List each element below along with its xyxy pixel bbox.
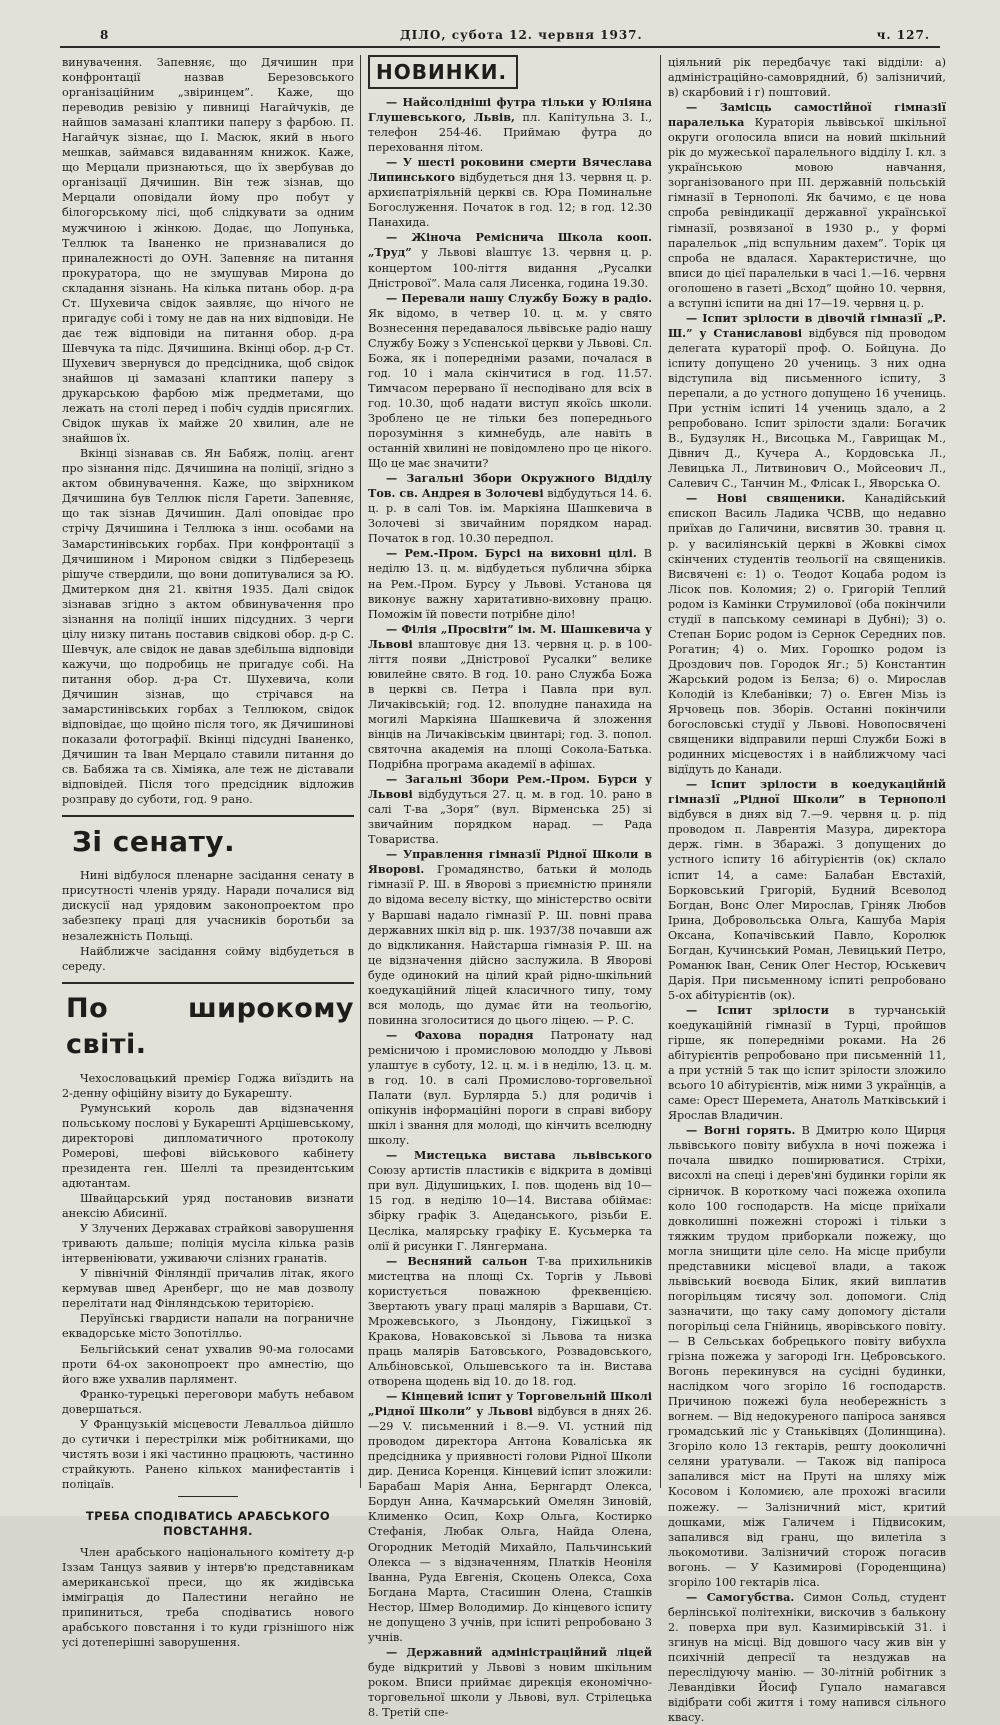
column-divider-1 — [360, 55, 361, 1488]
column-divider-2 — [660, 55, 661, 1488]
world-news-item: У Злучених Державах страйкові заворушення тривають дальше; поліція мусіла кілька разів інтервеніювати, уживаючи слізних гранатів. — [62, 1222, 354, 1266]
news-item-head: — Загальні Збори Окружного Відділу Тов. св. Андрея в Золочеві — [368, 471, 652, 501]
news-item-head: — Нові священики. — [686, 491, 846, 506]
world-news-item: Бельгійський сенат ухвалив 90-ма голосами проти 64-ох законопроект про амнестію, що його вже ухвалив парлямент. — [62, 1342, 354, 1386]
short-rule — [178, 1496, 238, 1497]
world-news-heading: По широкому світі. — [66, 992, 354, 1060]
section-rule — [62, 982, 354, 985]
news-item-head: — Філія „Просвіти” ім. М. Шашкевича у Львові — [368, 621, 652, 651]
news-item-body: відбудуться 14. 6. ц. р. в салі Тов. ім. Маркіяна Шашкевича в Золочеві зі звичайним порядком нарад. Початок в год. 10.30 передпол. — [368, 487, 652, 546]
news-item-head: — Іспит зрілости в коедукаційній гімназії „Рідної Школи” в Тернополі — [668, 777, 946, 807]
column-left — [62, 55, 354, 1650]
world-news-item: Румунський король дав відзначення польському послові у Букарешті Арцішевському, директорові дипломатичного протоколу Ромерові, шефові військового кабінету президента ген. Шеллі та президентським адютантам. — [62, 1101, 354, 1190]
news-item — [668, 1590, 946, 1725]
news-item-head: — Самогубства. — [686, 1589, 795, 1604]
news-item-body: Союзу артистів пластиків є відкрита в домівці при вул. Дідушицьких, І. пов. щодень від 10—15 год. в неділю 10—14. Виставa обіймає: збірку графік З. Ацеданського, різьби Е. Цесліка, малярську графіку Е. Кусьмерка та олії й рисунки Г. Лянгермана. — [368, 1164, 652, 1253]
news-item-body: пл. Капітульна 3. І., телефон 254-46. Приймаю футра до переховання літом. — [368, 111, 653, 155]
news-item-body: Патронату над ремісничою і промисловою молоддю у Львові улаштує в суботу, 12. ц. м. і в неділю, 13. ц. м. в год. 10. в салі Промислово-торговельної Палати (вул. Бурлярда 5.) для родичів і опікунів інформаційні пороги в справі вибору шкіл і звання для молоді, що кінчить вселюдну школу. — [368, 1028, 652, 1148]
senate-paragraph: Найближче засідання сойму відбудеться в середу. — [62, 944, 354, 973]
news-item — [368, 1645, 652, 1720]
news-item-head: — Жіноча Ремісничa Школа коoп. „Труд” — [368, 230, 652, 260]
trial-report-paragraph: винувачення. Запевняє, що Дячишин при конфронтації назвав Березовського організаційним „звіринцем”. Каже, що переводив ревізію у пивниці Нагайчуків, де найшов замазані клаптики паперу з фарбою. П. Нагайчук зізнає, що І. Масюк, який в нього мешкав, займався видаванням книжок. Каже, що Мерцали признаються, що їх звербував до організації Дячишин. Він теж зізнав, що Мерцали оповідали йому про побут у білогорському лісі, щоб слідкувати за одним мужчиною і жінкою. Додає, що Лопунька, Теллюк та Іваненко не признавалися до приналежності до ОУН. Запевняє на питання прокуратора, що не змушував Мирона до складання зізнань. На кілька питань обор. д-ра Ст. Шухевича свідок заявляє, що нічого не пригадує собі і тому не дав на них відповіди. Не дає теж відповіди на питання обор. д-ра Шевчука та підс. Дячишина. Вкінці обор. д-р Ст. Шухевич звернувся до предсідника, щоб свідок знайшов ці замазані клаптики паперу з друкарською фарбою між предметами, що лежать на столі перед і побіч суддів присяглих. Свідок шукав їх майже 20 хвилин, але не знайшов їх. — [62, 56, 354, 446]
news-item — [368, 291, 652, 472]
column-middle — [368, 55, 653, 1720]
news-item-body: В Дмитрю коло Щирця львівського повіту вибухла в ночі пожежа і почала швидко поширюватися. Стріхи, висохлі на спеці і дерев'яні будинки горіли як сірничок. В короткому часі пожежа охопила коло 100 господарств. На місце приїхали довколишні пожежні сторожі і тільки з тяжким трудом приборкали пожежу, що могла знищити ціле село. На місце прибули представники місцевої влади, а також львівський воєвода Білик, який виплатив погорільцям тисячу зол. допомоги. Слід зазначити, що таку саму допомогу дістали погорільці села Гнійниць, яворівського повіту. — В Сельськах бобрецького повіту вибухла грізна пожежа у загороді Ігн. Цебровського. Вогонь перекинувся на сусідні будинки, наслідком чого згоріло 16 господарств. Причиною пожежі була необережність з вогнем. — Від недокуреного папіроса занявся громадський ліс у Станьківцях (Долинщина). Згоріло коло 13 гектарів, решту дооколичні селяни уратували. — Також від папіроса запалився міст на Пруті на шляху між Косовом і Коломиєю, але прохожі вгасили пожежу. — Залізничний міст, критий дошками, між Галичем і Підвисоким, запалився від гранu, що вилетіла з льокомотиви. Залізничий сторож погасив вогонь. — У Казимирові (Городенщина) згоріло 100 гектарів ліса. — [668, 1124, 946, 1589]
arab-uprising-heading: ТРЕБА СПОДІВАТИСЬ АРАБСЬКОГО ПОВСТАННЯ. — [85, 1508, 331, 1538]
world-news-item: Чехословацький премієр Годжа виїздить на 2-денну офіційну візиту до Букарешту. — [62, 1071, 354, 1100]
news-item-body: Т-ва прихильників мистецтва на площі Сх. Торгів у Львові користується поважною фреквенцією. Звертають увагу праці малярів з Варшави, Ст. Мрожевського, з Льондону, Гіжицької з Кракова, Новаковської зі Львова та низка праць малярів Батовського, Розвадовського, Альбіновської, Ольшевського та ін. Виставa отворена щодень від 10. до 18. год. — [368, 1254, 653, 1388]
news-item — [368, 847, 652, 1028]
masthead — [60, 26, 940, 46]
news-item — [368, 622, 652, 772]
news-item-body: відбувся під проводом делегата кураторії проф. О. Бойцуна. До іспиту допущено 20 учениць. З них одна відступила від письменного іспиту, 3 перепали, а до устного допущено 16 учениць. При устнім іспиті 14 учениць здало, а 2 репробовано. Іспит зрілости здали: Богачик В., Будзуляк Н., Висоцька М., Гаврищак М., Дівнич Д., Кучера А., Кордовська Л., Левицька Л., Литвинович О., Мойсеович Л., Салевич С., Танчин М., Флісак І., Яворська О. — [668, 326, 947, 491]
news-item — [368, 155, 652, 230]
news-item-head: — Перевали нашу Службу Божу в радіо. — [386, 290, 652, 305]
news-item-head: — Мистецька виставa львівського — [386, 1148, 652, 1163]
news-item-body: відбудеться дня 13. червня ц. р. архиєпатріяльній церкві св. Юра Поминальне Богослуження. Початок в год. 12; в год. 12.30 Панахида. — [368, 171, 652, 230]
news-item-body: в турчанській коедукаційній гімназії в Турці, пройшов гірше, як попередніми роками. На 26 абітурієнтів репробовано при письменній 11, а при устній 5 так що іспит зрілости зложило всього 10 абітурієнтів, між ними 3 українців, а саме: Орест Шеремета, Анатоль Матківський і Ярослав Владичин. — [668, 1003, 946, 1123]
news-item-head: — Вогні горять. — [686, 1123, 796, 1138]
trial-report-paragraph: Вкінці зізнавав св. Ян Бабяж, поліц. агент про зізнання підс. Дячишина на поліції, згідно з актом обвинувачення. Каже, що звірхником Дячишина був Теллюк після Гарети. Запевняє, що так зізнав Дячишин. Далі оповідає про стрічу Дячишина і Теллюка з інш. особами на Замарстинівських горбах. При конфронтації з Дячишином і Мироном свідки з Підберезець рішуче ствердили, що вони допитувалися за Ю. Дмитерком дня 21. квітня 1935. Далі свідок зізнавав згідно з актом обвинувачення про зізнання на поліції інших підсудних. З черги цілу низку питань поставив свідкові обор. д-р С. Шевчук, але свідок не давав здебільша відповіди кажучи, що подробиць не пригадує собі. На питання обор. д-ра Ст. Шухевича, коли Дячишин зізнав, що стрічався на замарстинівських горбах з Теллюком, свідок відповідає, що щойно після того, як Дячишинові показали фотографії. Вкінці підсудні Іваненко, Дячишин та Іван Мерцало ставили питання до св. Бабяжа та св. Хіміяка, але теж не діставали відповідей. Після того предсідник відложив розправу до суботи, год. 9 рано. — [62, 447, 354, 807]
news-item-body: Канадійський єпископ Василь Ладика ЧСВВ, що недавно приїхав до Галичини, висвятив 30. травня ц. р. у василіянській церкві в Жовкві сімох скінчених студентів теольогії на священиків. Висвячені є: 1) о. Теодот Коцаба родом із Лісок пов. Коломия; 2) о. Григорій Теплий родом із Камінки Струмилової (оба покінчили студії в папському семинарі в Дубні); 3) о. Степан Борис родом із Сернок Середних пов. Рогатин; 4) о. Мих. Горошко родом із Дроздович пов. Городок Яг.; 5) Константин Жарський родом із Белза; 6) о. Мирослав Колодій із Клебанівки; 7) о. Евген Мізь із Ярчовець пов. Зборів. Останні покінчили богословські студії у Львові. Новопосвячені священики відправили перші Служби Божі в родинних місцевостях і в найближчому часі відїдуть до Канади. — [668, 492, 946, 777]
page-number: 8 — [100, 28, 110, 42]
news-item — [368, 1389, 652, 1645]
news-item — [668, 491, 946, 777]
news-item — [668, 777, 946, 1003]
news-item-body: Як відомо, в четвер 10. ц. м. у свято Вознесення передавалося львівське радіо нашу Службу Божу з Успенської церкви у Львові. Сл. Божа, як і попередніми разами, почалася в год. 10 і мала скінчитися в год. 11.57. Тимчасом перервано її несподівано для всіх в год. 10.30, щоб надати виступ якоїсь школи. Зроблено це не тільки без попереднього порозуміння з кимнебудь, але навіть в останній хвилині не повідомлено про це нікого. Що це має значити? — [368, 306, 652, 471]
senate-paragraph: Нині відбулося пленарне засідання сенату в присутності членів уряду. Наради почалися від дискусії над урядовим законопроектом про забезпеку праці для учасників боротьби за незалежність Польщі. — [62, 869, 354, 943]
news-item-body: Симон Сольд, студент берлінської політехніки, вискочив з балькону 2. поверха при вул. Казимирівській 31. і згинув на місці. Від довшого часу жив він у психічній депресії та нездужав на переслідуючу манію. — 30-літній робітник з Левандівки Йосиф Гупало намагався відібрати собі життя і тому напився сільного квасу. — [668, 1590, 947, 1725]
world-news-item: Швайцарський уряд постановив визнати анексію Абисинії. — [62, 1192, 354, 1221]
masthead-rule — [60, 46, 940, 48]
news-item-body: буде відкритий у Львові з новим шкільним роком. Вписи приймає дирекція економічно-торговельної школи у Львові, вул. Стрілецька 8. Третій спе- — [368, 1660, 652, 1720]
news-item-body: відбувся в днях від 7.—9. червня ц. р. під проводом п. Лаврентія Мазура, директора держ. гімн. в Збаражі. З допущених до устного іспиту 16 абітурієнтів (ок) склало іспит 14, а саме: Балабан Евстахій, Борковський Григорій, Будний Всеволод Богдан, Вонс Олег Мирослав, Гріняк Любов Ірина, Добровольська Ольга, Кашуба Марія Оксана, Копачівський Павло, Королюк Богдан, Кучинський Роман, Левицький Петро, Романюк Іван, Сеник Олег Нестор, Юськевич Дарія. При письменному іспиті репробовано 5-ох абітурієнтів (ок). — [668, 808, 946, 1002]
news-item-body: влаштовує дня 13. червня ц. р. в 100-ліття появи „Дністрової Русалки” велике ювилейне свято. В год. 10. рано Служба Божа в церкві св. Петра і Павла при вул. Личаківській; год. 12. вполудне панахида на могилі Маркіяна Шашкевича й зложення вінців на Личаківськім цвинтарі; год. 3. попол. святочна академія на площі Сокола-Батька. Подрібна програма академії в афішах. — [368, 637, 652, 772]
arab-uprising-paragraph: Член арабського національного комітету д-р Іззам Танцуз заявив у інтерв'ю представникам американської преси, що як жидівська імміграція до Палестини негайно не припиниться, треба сподіватись нового арабського повстання і то куди грізнішого ніж усі дотеперішні заворушення. — [62, 1545, 354, 1650]
senate-heading: Зі сенату. — [72, 825, 236, 859]
news-item — [368, 95, 652, 155]
news-heading: НОВИНКИ. — [368, 55, 518, 89]
news-item — [368, 1028, 652, 1148]
news-item — [668, 311, 946, 492]
news-item-body: Кураторія львівської шкільної округи оголосила вписи на новий шкільний рік до мужеської паралельного відділу І. кл. з українською мовою навчання, зорганізованого при ІІІ. державній польській гімназії в Тернополі. Як бачимо, є це нова спроба ревіндикації державної української гімназії, розвязаної в 1930 р., у формі паралельок „під вспульним дахем”. Торік ця спроба не вдалася. Характеристичне, що вписи до цієї паралельки в часі 1.—16. червня оголошено в газеті „Всход” щойно 10. червня, а вступні іспити на дні 17—19. червня ц. р. — [668, 116, 946, 310]
continued-paragraph: ціяльний рік передбачує такі відділи: а) адміністраційно-самоврядний, б) залізничий, в) скарбовий і г) поштовий. — [668, 56, 946, 100]
news-item — [368, 230, 652, 290]
news-item-head: — Державний адміністраційний ліцей — [386, 1644, 652, 1659]
news-item — [668, 100, 946, 311]
news-item-body: Громадянство, батьки й молодь гімназії Р. Ш. в Яворові з приємністю приняли до відома веселу вістку, що міністерство освіти у Варшаві надало гімназії Р. Ш. повні права державних шкіл від р. шк. 1937/38 почавши аж до відкликання. Найстарша гімназія Р. Ш. на це відзначення дійсно заслужила. В Яворові буде одинокий на цілий край рідно-шкільний коедукаційний ліцей класичного типу, тому вся молодь, що думає йти на теольогію, повинна зголоситися до цього ліцею. — Р. С. — [368, 863, 652, 1027]
world-news-item: Перуїнські гвардисти напали на пограничне еквадорське місто Зопотілльо. — [62, 1312, 354, 1341]
section-rule — [62, 815, 354, 818]
news-item — [368, 471, 652, 546]
news-item-head: — Іспит зрілости — [686, 1002, 829, 1017]
column-right — [668, 55, 947, 1725]
news-item — [368, 1148, 652, 1253]
world-news-item: У північній Фінляндії причалив літак, якого кермував швед Аренберг, що не мав дозволу перелітати над Фінляндською територією. — [62, 1267, 354, 1311]
news-item-body: відбувся в днях 26.—29 V. письменний і 8.—9. VI. устний під проводом директора Антона Коваліськa як предсідника у приявності голови Рідної Школи дир. Дениса Коренця. Кінцевий іспит зложили: Барабаш Марія Анна, Бернгардт Олекса, Бордун Анна, Качмарський Омелян Зиновій, Клименко Осип, Кохр Ольга, Костирко Стефанія, Любак Ольга, Найда Олена, Огородник Методій Михайло, Пальчинський Олекса — з відзначенням, Платків Неоніля Іванна, Руда Евгенія, Скоцень Олекса, Соха Богдана Марта, Стасишин Олена, Сташків Нестор, Шмер Володимир. До кінцевого іспиту не допущено 3 учнів, при іспиті репробовано 3 учнів. — [368, 1405, 652, 1644]
news-item-head: — Іспит зрілости в дівочій гімназії „Р. Ш.” у Станиславові — [668, 310, 946, 340]
news-item-body: у Львові вlаштує 13. червня ц. р. концертом 100-ліття видання „Русалки Дністрової”. Мала саля Лисенка, година 19.30. — [368, 246, 652, 290]
news-item-head: — Фахова порадня — [386, 1027, 534, 1042]
news-item — [668, 1003, 946, 1123]
news-item-head: — Загальні Збори Рем.-Пром. Бурси у Львові — [368, 772, 652, 802]
news-item-head: — Замісць самостійної гімназії паралелька — [668, 100, 946, 130]
news-item-head: — Найсолідніші футра тільки у Юліяна Глушевського, Львів, — [368, 95, 652, 125]
news-item-head: — Весняний сальон — [386, 1253, 528, 1268]
news-item — [668, 1123, 946, 1589]
news-item-body: відбудуться 27. ц. м. в год. 10. рано в салі Т-ва „Зоря” (вул. Вірменська 25) зі звичайним порядком нарад. — Рада Товариства. — [368, 788, 652, 847]
news-item — [368, 546, 652, 621]
masthead-title-date: ДІЛО, субота 12. червня 1937. — [400, 28, 643, 42]
news-item-head: — Управлення гімназії Рідної Школи в Яворові. — [368, 847, 652, 877]
world-news-item: У Французькій місцевости Левалльоа дійшло до сутички і перестрілки між робітниками, що чистять вози і які частинно працюють, частинно страйкують. Ранено кількох манифестантів і поліцаїв. — [62, 1417, 354, 1491]
news-item-head: — У шесті роковини смерти Вячеслава Липинського — [368, 155, 652, 185]
issue-number: ч. 127. — [876, 28, 930, 42]
news-item-head: — Кінцевий іспит у Торговельній Школі „Рідної Школи” у Львові — [368, 1389, 652, 1419]
news-item — [368, 1254, 652, 1389]
news-item-head: — Рем.-Пром. Бурсі на виховні цілі. — [386, 546, 637, 561]
world-news-item: Франко-турецькі переговори мабуть небавом довершаться. — [62, 1387, 354, 1416]
news-item-body: В неділю 13. ц. м. відбудеться публична збірка на Рем.-Пром. Бурсу у Львові. Установа ця виконує важну харитативно-виховну працю. Поможім їй повести потрібне діло! — [368, 547, 652, 621]
news-item — [368, 772, 652, 847]
